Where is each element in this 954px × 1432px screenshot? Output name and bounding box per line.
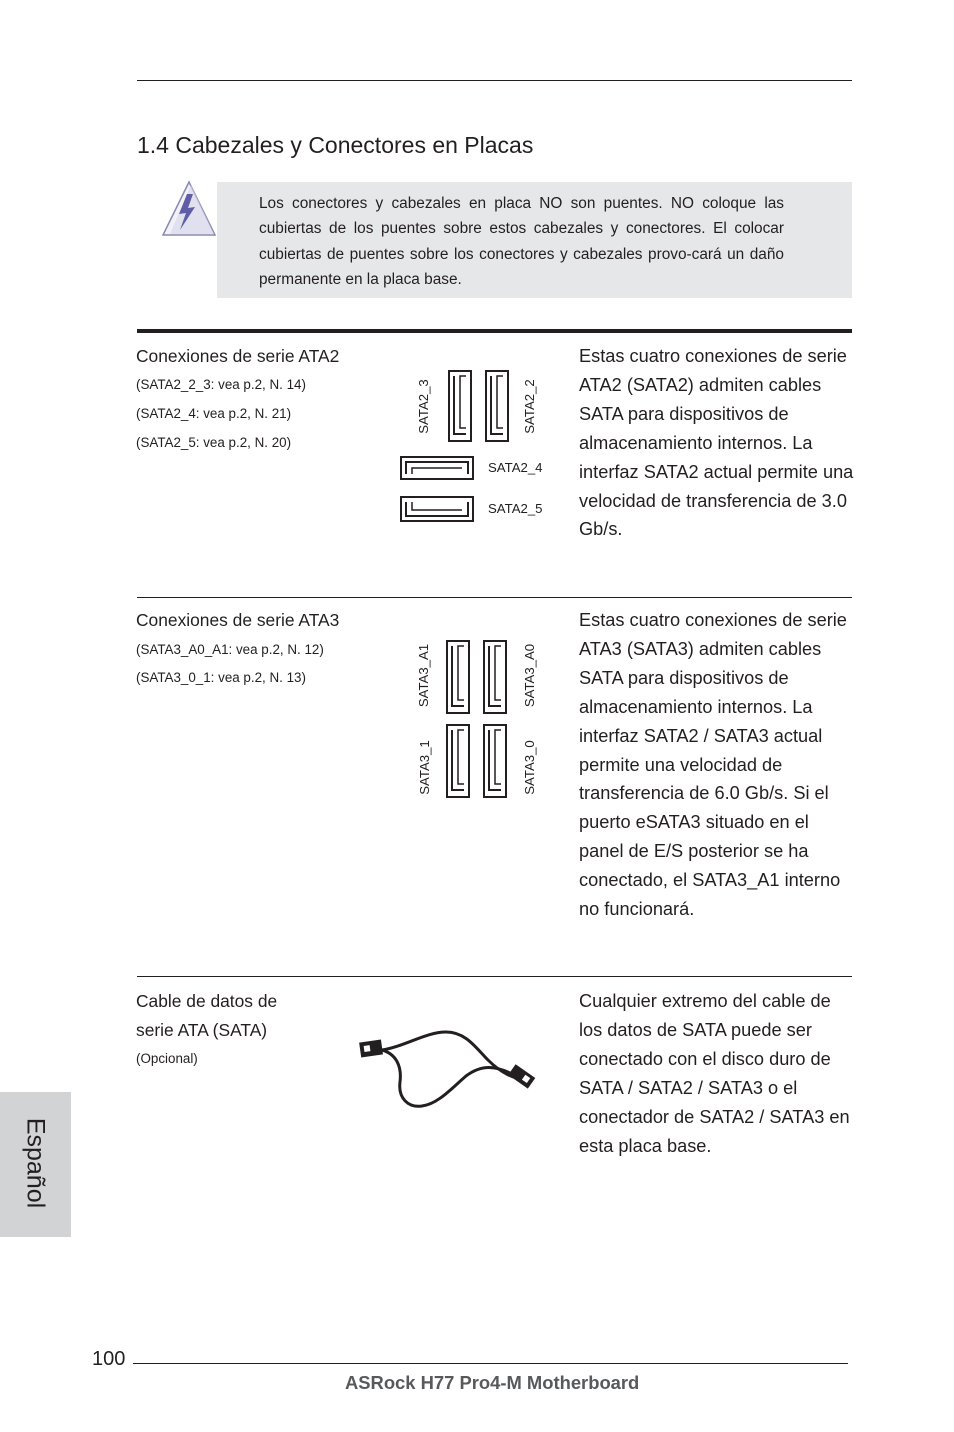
ata3-ref: (SATA3_A0_A1: vea p.2, N. 12) bbox=[136, 642, 324, 657]
ata2-ref: (SATA2_5: vea p.2, N. 20) bbox=[136, 435, 292, 450]
ata2-title: Conexiones de serie ATA2 bbox=[136, 346, 340, 366]
page-number: 100 bbox=[92, 1348, 126, 1370]
section-rule-thick bbox=[137, 329, 852, 333]
section-rule bbox=[137, 976, 852, 977]
ata3-ref: (SATA3_0_1: vea p.2, N. 13) bbox=[136, 670, 306, 685]
sata3-a1-connector bbox=[446, 640, 470, 714]
cable-title-line1: Cable de datos de bbox=[136, 991, 278, 1011]
ata3-title: Conexiones de serie ATA3 bbox=[136, 610, 340, 630]
sata2-4-connector bbox=[400, 456, 474, 480]
sata2-5-connector bbox=[400, 496, 474, 522]
ata2-description: Estas cuatro conexiones de serie ATA2 (SATA2) admiten cables SATA para dispositivos de almacenamiento internos. La interfaz SATA2 actual permite una velocidad de transferencia de 3.0 Gb/s. bbox=[579, 346, 854, 540]
sata2-5-label: SATA2_5 bbox=[488, 501, 543, 516]
sata2-3-connector bbox=[448, 370, 472, 442]
sata2-2-connector bbox=[485, 370, 509, 442]
sata2-2-label: SATA2_2 bbox=[521, 379, 537, 434]
footer-product-name: ASRock H77 Pro4-M Motherboard bbox=[345, 1372, 640, 1393]
sata3-1-label: SATA3_1 bbox=[416, 740, 432, 795]
cable-title-line2: serie ATA (SATA) bbox=[136, 1020, 268, 1040]
language-side-tab-label: Español bbox=[21, 1117, 50, 1209]
warning-icon bbox=[158, 180, 218, 238]
top-rule bbox=[137, 80, 852, 81]
ata2-ref: (SATA2_2_3: vea p.2, N. 14) bbox=[136, 377, 306, 392]
sata2-4-label: SATA2_4 bbox=[488, 460, 543, 475]
ata3-description: Estas cuatro conexiones de serie ATA3 (SATA3) admiten cables SATA para dispositivos de almacenamiento internos. La interfaz SATA2 / SATA3 actual permite una velocidad de transferencia de 6.0 Gb/s. Si el puerto eSATA3 situado en el panel de E/S posterior se ha conectado, el SATA3_A1 interno no funcionará. bbox=[579, 610, 847, 920]
cable-description: Cualquier extremo del cable de los datos de SATA puede ser conectado con el disco duro de SATA / SATA2 / SATA3 o el conectador de SATA2 / SATA3 en esta placa base. bbox=[579, 991, 850, 1156]
sata3-0-connector bbox=[483, 724, 507, 798]
cable-optional-note: (Opcional) bbox=[136, 1051, 198, 1066]
ata2-ref: (SATA2_4: vea p.2, N. 21) bbox=[136, 406, 292, 421]
section-rule bbox=[137, 597, 852, 598]
caution-note-text: Los conectores y cabezales en placa NO son puentes. NO coloque las cubiertas de los puentes sobre estos cabezales y conectores. El colocar cubiertas de puentes sobre los conectores y cabezales provo-cará un daño permanente en la placa base. bbox=[259, 195, 784, 288]
sata3-a1-label: SATA3_A1 bbox=[416, 643, 432, 708]
sata2-3-label: SATA2_3 bbox=[415, 379, 431, 434]
sata3-0-label: SATA3_0 bbox=[521, 740, 537, 795]
sata-cable-illustration bbox=[356, 1026, 542, 1112]
section-title: 1.4 Cabezales y Conectores en Placas bbox=[137, 132, 534, 158]
footer-rule bbox=[133, 1363, 848, 1364]
sata3-a0-label: SATA3_A0 bbox=[522, 643, 538, 708]
sata3-a0-connector bbox=[483, 640, 507, 714]
sata3-1-connector bbox=[446, 724, 470, 798]
